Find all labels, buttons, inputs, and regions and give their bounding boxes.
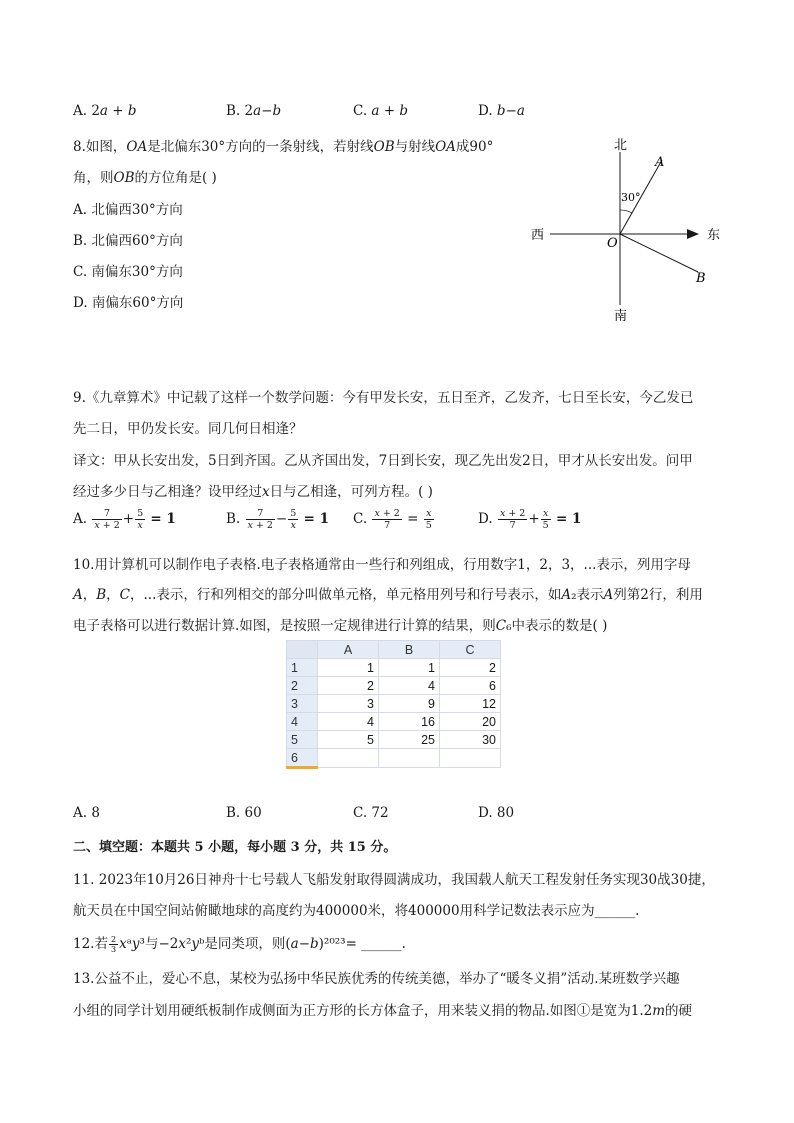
sheet-row [287, 713, 501, 731]
q9-option-b: B. $\frac{7}{\text{𝑥 + 2}}$ − $\frac{5}{\text{𝑥}}$ = 1 [226, 508, 329, 531]
sheet-cell: 9 [379, 695, 440, 713]
sheet-row-header: 3 [287, 695, 318, 713]
sheet-col-header: B [379, 641, 440, 659]
sheet-cell: 20 [440, 713, 501, 731]
q10-option-a: A. 8 [73, 805, 100, 821]
q10-option-b: B. 60 [226, 805, 262, 821]
q13-stem-line2: 小组的同学计划用硬纸板制作成侧面为正方形的长方体盒子，用来装义捐的物品.如图①是宽为1.2𝑚的硬 [73, 1003, 693, 1019]
sheet-cell [379, 749, 440, 768]
sheet-cell: 1 [379, 659, 440, 677]
sheet-cell: 3 [318, 695, 379, 713]
q10-option-d: D. 80 [478, 805, 515, 821]
sheet-row [287, 659, 501, 677]
point-b-label: B [696, 271, 706, 286]
spreadsheet-table [286, 640, 501, 769]
q11-stem-line2: 航天员在中国空间站俯瞰地球的高度约为400000米，将400000用科学记数法表示应为______. [73, 903, 640, 919]
sheet-cell: 2 [318, 677, 379, 695]
q7-option-b: B. 2𝑎−𝑏 [226, 103, 282, 119]
q7-option-c: C. 𝑎 + 𝑏 [353, 103, 409, 119]
angle-arc [620, 210, 632, 213]
q13-stem-line1: 13.公益不止，爱心不息，某校为弘扬中华民族优秀的传统美德，举办了“暖冬义捐”活动.某班数学兴趣 [73, 971, 680, 987]
q9-translation-line2: 经过多少日与乙相逢？设甲经过𝑥日与乙相逢，可列方程。( ) [73, 484, 433, 500]
sheet-row-header: 1 [287, 659, 318, 677]
sheet-cell: 30 [440, 731, 501, 749]
sheet-row-header: 5 [287, 731, 318, 749]
sheet-row [287, 749, 501, 768]
q7-option-a: A. 2𝑎 + 𝑏 [73, 103, 137, 119]
east-label: 东 [707, 228, 721, 243]
sheet-cell: 12 [440, 695, 501, 713]
sheet-row [287, 731, 501, 749]
q9-option-d: D. $\frac{\text{𝑥 + 2}}{7}$ + $\frac{\text{𝑥}}{5}$ = 1 [478, 508, 582, 531]
sheet-cell: 5 [318, 731, 379, 749]
q11-stem-line1: 11. 2023年10月26日神舟十七号载人飞船发射取得圆满成功，我国载人航天工程发射任务实现30战30捷， [73, 872, 715, 888]
q8-stem-line1: 8.如图，𝑂𝐴是北偏东30°方向的一条射线，若射线𝑂𝐵与射线𝑂𝐴成90° [73, 139, 494, 155]
point-a-label: A [655, 155, 665, 170]
sheet-corner [287, 641, 318, 659]
q9-stem-line1: 9.《九章算术》中记载了这样一个数学问题：今有甲发长安，五日至齐，乙发齐，七日至长安，今乙发已 [73, 390, 694, 406]
sheet-cell [318, 749, 379, 768]
q10-stem-line2: 𝐴，𝐵，𝐶，...表示，行和列相交的部分叫做单元格，单元格用列号和行号表示，如𝐴₂表示𝐴列第2行，利用 [73, 587, 703, 603]
east-arrowhead [687, 229, 699, 239]
q8-option-a: A. 北偏西30°方向 [73, 202, 183, 218]
sheet-row-header: 2 [287, 677, 318, 695]
sheet-cell: 4 [318, 713, 379, 731]
q8-option-d: D. 南偏东60°方向 [73, 295, 184, 311]
q8-stem-line2: 角，则𝑂𝐵的方位角是( ) [73, 170, 217, 186]
compass-figure [525, 130, 725, 325]
sheet-col-header: A [318, 641, 379, 659]
west-label: 西 [531, 228, 545, 243]
q9-translation-line1: 译文：甲从长安出发，5日到齐国。乙从齐国出发，7日到长安，现乙先出发2日，甲才从长安出发。问甲 [73, 453, 693, 469]
sheet-cell: 2 [440, 659, 501, 677]
north-label: 北 [614, 138, 628, 153]
q9-option-a: A. $\frac{7}{\text{𝑥 + 2}}$ + $\frac{5}{\text{𝑥}}$ = 1 [73, 508, 176, 531]
q10-stem-line3: 电子表格可以进行数据计算.如图，是按照一定规律进行计算的结果，则𝐶₆中表示的数是( ) [73, 618, 608, 634]
q10-stem-line1: 10.用计算机可以制作电子表格.电子表格通常由一些行和列组成，行用数字1，2，3，...表示，列用字母 [73, 557, 691, 573]
ray-ob [620, 234, 698, 272]
q10-option-c: C. 72 [353, 805, 389, 821]
q8-option-c: C. 南偏东30°方向 [73, 264, 183, 280]
origin-label: O [607, 236, 618, 251]
sheet-cell: 6 [440, 677, 501, 695]
sheet-cell [440, 749, 501, 768]
q7-option-d: D. 𝑏−𝑎 [478, 103, 525, 119]
sheet-cell: 1 [318, 659, 379, 677]
sheet-row [287, 695, 501, 713]
sheet-col-header: C [440, 641, 501, 659]
sheet-cell: 25 [379, 731, 440, 749]
q9-option-c: C. $\frac{\text{𝑥 + 2}}{7}$ = $\frac{\text{𝑥}}{5}$ [353, 508, 432, 531]
q9-stem-line2: 先二日，甲仍发长安。同几何日相逢？ [73, 421, 303, 437]
sheet-row [287, 677, 501, 695]
sheet-cell: 4 [379, 677, 440, 695]
q12-stem: 12.若 $\frac{2}{3}$ 𝑥ᵃ𝑦³与−2𝑥²𝑦ᵇ是同类项，则(𝑎−𝑏)²⁰²³= ______. [73, 935, 406, 954]
angle-label: 30° [621, 191, 641, 204]
sheet-cell: 16 [379, 713, 440, 731]
sheet-row-header: 6 [287, 749, 318, 768]
q8-option-b: B. 北偏西60°方向 [73, 233, 183, 249]
section-heading: 二、填空题：本题共 5 小题，每小题 3 分，共 15 分。 [73, 840, 397, 855]
south-label: 南 [614, 309, 628, 324]
sheet-row-header: 4 [287, 713, 318, 731]
